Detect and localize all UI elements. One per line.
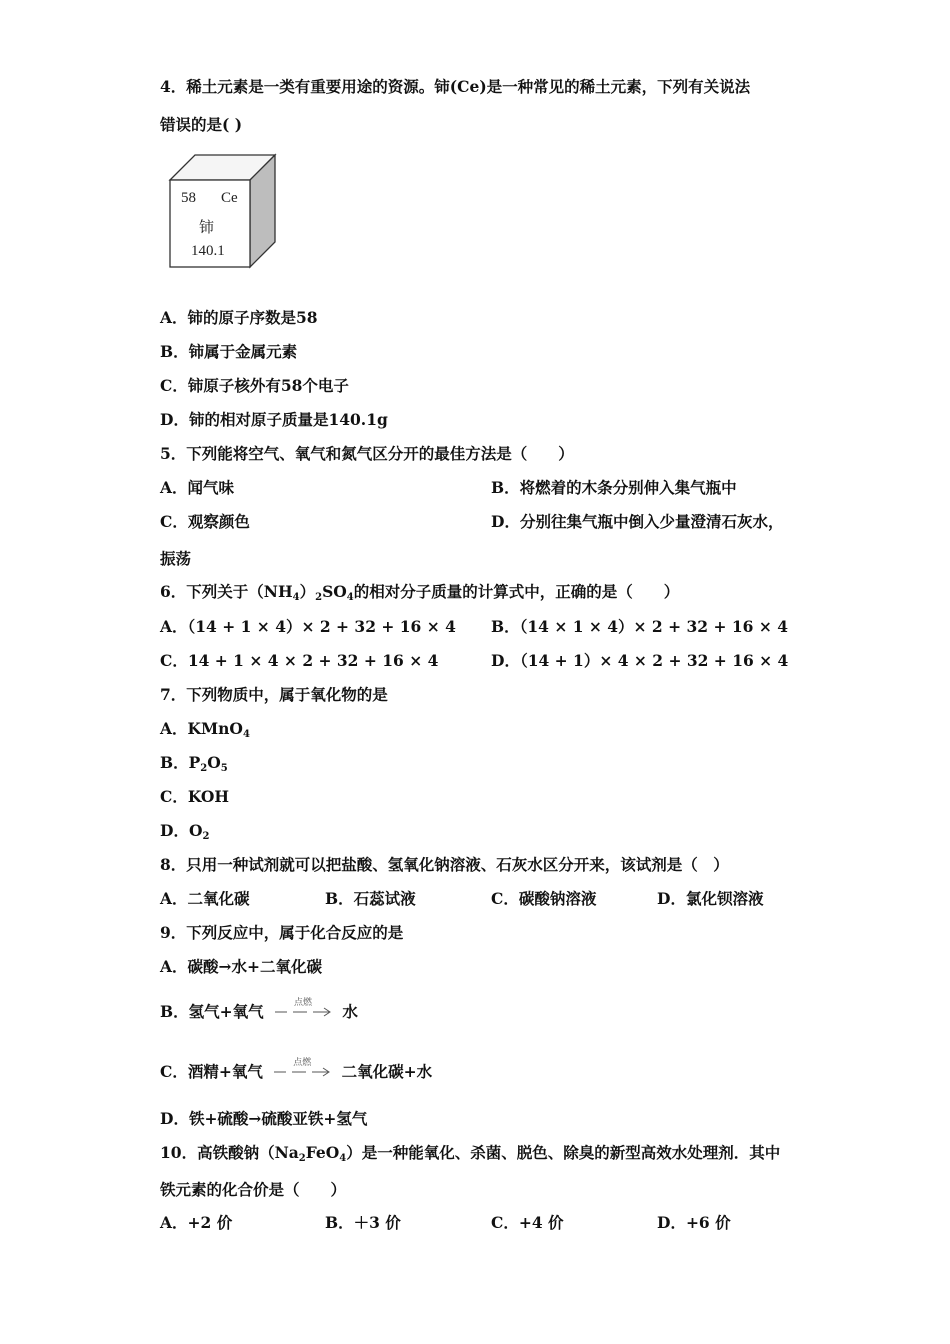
q8-option-c: C．碳酸钠溶液 <box>491 889 597 908</box>
q6-stem-part-c: SO <box>322 582 347 601</box>
q5-option-d-continued: 振荡 <box>160 549 192 568</box>
reaction-arrow <box>273 998 333 1023</box>
q5-stem: 5．下列能将空气、氧气和氮气区分开的最佳方法是（ ） <box>160 444 574 463</box>
q10-stem-part-b: FeO <box>305 1143 340 1162</box>
q10-stem-part-a: 10．高铁酸钠（Na <box>160 1143 299 1162</box>
q6-option-a: A．（14 + 1 × 4）× 2 + 32 + 16 × 4 <box>160 617 456 636</box>
q6-option-c: C．14 + 1 × 4 × 2 + 32 + 16 × 4 <box>160 651 439 670</box>
q6-stem-part-a: 6．下列关于（NH <box>160 582 293 601</box>
q7-option-d-sub: 2 <box>202 831 210 842</box>
element-atomic-number: 58 <box>181 190 196 206</box>
q7-option-d <box>160 821 209 841</box>
q7-option-b-sub-1: 2 <box>200 763 208 774</box>
q6-option-d: D．（14 + 1）× 4 × 2 + 32 + 16 × 4 <box>491 651 789 670</box>
q10-option-b: B．＋3 价 <box>325 1213 401 1232</box>
q7-option-b-text: B．P <box>160 753 201 772</box>
q7-option-a-sub: 4 <box>242 729 250 740</box>
q7-option-b-mid: O <box>207 753 221 772</box>
q7-option-b-sub-2: 5 <box>220 763 228 774</box>
q8-stem: 8．只用一种试剂就可以把盐酸、氢氧化钠溶液、石灰水区分开来，该试剂是（ ） <box>160 855 729 874</box>
q10-option-a: A．+2 价 <box>160 1213 233 1232</box>
q6-option-b: B．（14 × 1 × 4）× 2 + 32 + 16 × 4 <box>491 617 788 636</box>
q9-option-b-left: B．氢气+氧气 <box>160 1002 264 1021</box>
element-card <box>165 152 280 274</box>
q5-option-a: A．闻气味 <box>160 478 235 497</box>
q5-option-b: B．将燃着的木条分别伸入集气瓶中 <box>491 478 737 497</box>
element-name: 铈 <box>199 220 215 236</box>
q8-option-b: B．石蕊试液 <box>325 889 416 908</box>
q9-option-c <box>160 1058 433 1083</box>
q8-option-d: D．氯化钡溶液 <box>657 889 764 908</box>
q6-stem-sub-2: 2 <box>315 592 323 603</box>
q6-stem-sub-1: 4 <box>292 592 300 603</box>
q7-option-b <box>160 753 228 773</box>
q10-option-c: C．+4 价 <box>491 1213 564 1232</box>
q6-stem-sub-3: 4 <box>346 592 354 603</box>
q9-option-b <box>160 998 358 1023</box>
q7-option-a-text: A．KMnO <box>160 719 243 738</box>
reaction-condition: 点燃 <box>293 1058 312 1068</box>
element-mass: 140.1 <box>191 243 225 259</box>
q10-stem-line1 <box>160 1143 780 1163</box>
reaction-arrow-icon <box>272 1067 332 1077</box>
q9-option-b-right: 水 <box>342 1002 358 1021</box>
reaction-arrow-icon <box>273 1007 333 1017</box>
q5-option-c: C．观察颜色 <box>160 512 250 531</box>
q7-option-a <box>160 719 250 739</box>
q10-stem-line2: 铁元素的化合价是（ ） <box>160 1180 347 1199</box>
q4-stem-line2: 错误的是( ) <box>160 115 243 134</box>
q10-stem-sub-2: 4 <box>339 1153 347 1164</box>
q4-option-d: D．铈的相对原子质量是140.1g <box>160 410 388 429</box>
q7-option-d-text: D．O <box>160 821 203 840</box>
q6-stem <box>160 582 679 602</box>
q4-stem-line1: 4．稀土元素是一类有重要用途的资源。铈(Ce)是一种常见的稀土元素，下列有关说法 <box>160 77 751 96</box>
q8-option-a: A．二氧化碳 <box>160 889 250 908</box>
q9-stem: 9．下列反应中，属于化合反应的是 <box>160 923 404 942</box>
q9-option-c-left: C．酒精+氧气 <box>160 1062 263 1081</box>
q4-option-b: B．铈属于金属元素 <box>160 342 298 361</box>
reaction-arrow <box>272 1058 332 1083</box>
q5-option-d: D．分别往集气瓶中倒入少量澄清石灰水， <box>491 512 784 531</box>
q4-option-c: C．铈原子核外有58个电子 <box>160 376 349 395</box>
q7-option-c: C．KOH <box>160 787 230 806</box>
element-symbol: Ce <box>221 190 238 206</box>
q9-option-d: D．铁+硫酸→硫酸亚铁+氢气 <box>160 1109 368 1128</box>
q6-stem-part-d: 的相对分子质量的计算式中，正确的是（ ） <box>353 582 680 601</box>
q10-stem-sub-1: 2 <box>298 1153 306 1164</box>
q10-stem-part-c: ）是一种能氧化、杀菌、脱色、除臭的新型高效水处理剂．其中 <box>346 1143 781 1162</box>
q4-option-a: A．铈的原子序数是58 <box>160 308 318 327</box>
q6-stem-part-b: ） <box>299 582 316 601</box>
q10-option-d: D．+6 价 <box>657 1213 731 1232</box>
q9-option-a: A．碳酸→水+二氧化碳 <box>160 957 323 976</box>
q7-stem: 7．下列物质中，属于氧化物的是 <box>160 685 388 704</box>
q9-option-c-right: 二氧化碳+水 <box>341 1062 433 1081</box>
reaction-condition: 点燃 <box>293 998 312 1008</box>
